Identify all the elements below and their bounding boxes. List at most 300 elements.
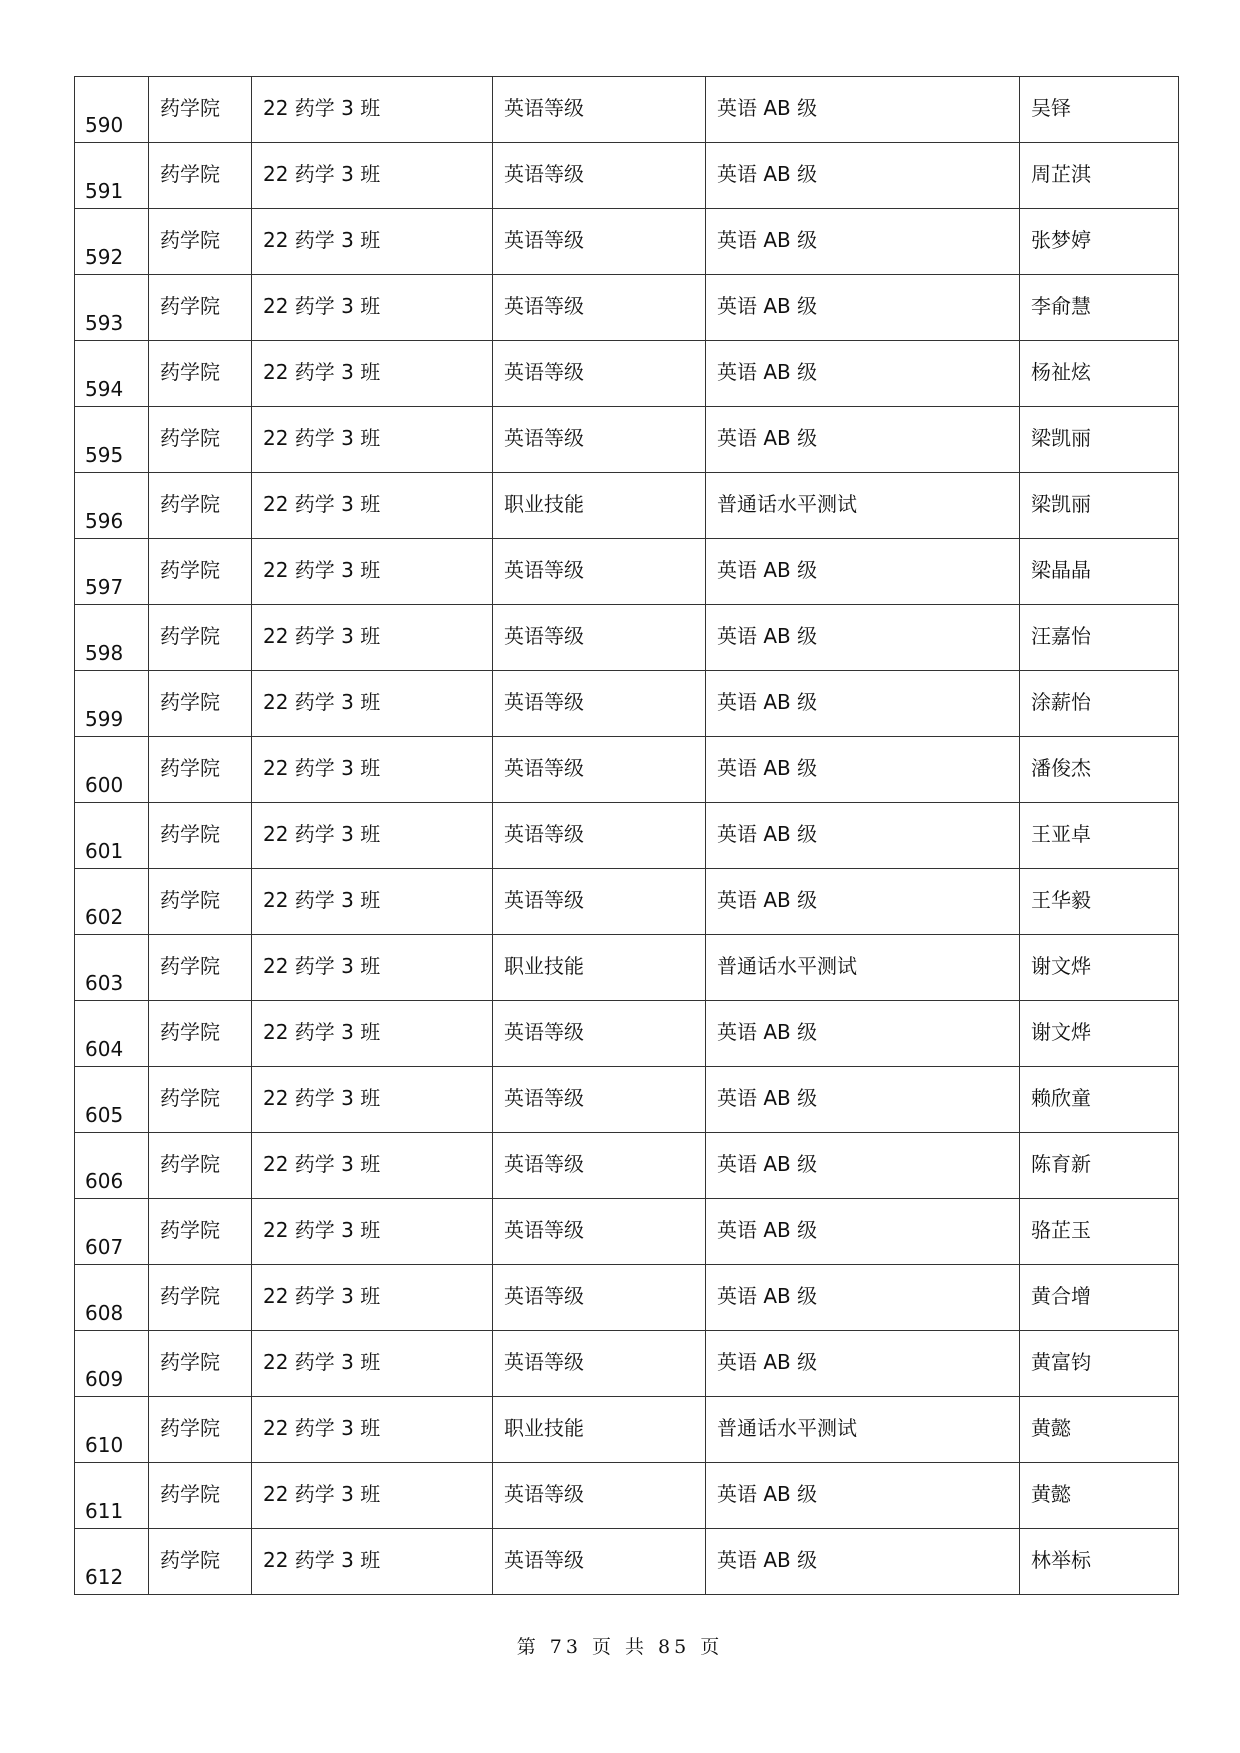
category-cell-text: 英语等级 [504,162,584,186]
row-number [75,1397,149,1463]
item-cell-text: 英语 AB 级 [717,294,818,318]
table-row [75,671,1179,737]
row-number [75,737,149,803]
class-cell [252,1133,493,1199]
college-cell-text: 药学院 [160,690,220,714]
row-number [75,803,149,869]
row-number-text: 597 [85,575,124,599]
category-cell [493,77,706,143]
category-cell [493,671,706,737]
class-cell-text: 22 药学 3 班 [263,888,381,912]
class-cell-text: 22 药学 3 班 [263,426,381,450]
category-cell [493,803,706,869]
row-number-text: 593 [85,311,124,335]
category-cell [493,473,706,539]
college-cell [149,209,252,275]
student-name-cell-text: 梁晶晶 [1031,558,1091,582]
item-cell-text: 英语 AB 级 [717,228,818,252]
college-cell-text: 药学院 [160,888,220,912]
category-cell [493,1463,706,1529]
college-cell-text: 药学院 [160,756,220,780]
college-cell-text: 药学院 [160,1416,220,1440]
student-name-cell-text: 王华毅 [1031,888,1091,912]
class-cell [252,1265,493,1331]
class-cell [252,1397,493,1463]
item-cell [706,1265,1020,1331]
student-name-cell [1020,803,1179,869]
item-cell [706,77,1020,143]
table-row [75,209,1179,275]
row-number [75,869,149,935]
table-row [75,341,1179,407]
college-cell [149,407,252,473]
item-cell-text: 英语 AB 级 [717,558,818,582]
item-cell [706,209,1020,275]
class-cell-text: 22 药学 3 班 [263,228,381,252]
item-cell-text: 普通话水平测试 [717,492,857,516]
row-number-text: 607 [85,1235,124,1259]
item-cell [706,869,1020,935]
class-cell [252,341,493,407]
student-name-cell [1020,1331,1179,1397]
student-name-cell [1020,1397,1179,1463]
roster-table-body [75,77,1179,1595]
category-cell [493,935,706,1001]
student-name-cell [1020,1463,1179,1529]
college-cell-text: 药学院 [160,96,220,120]
item-cell [706,1133,1020,1199]
item-cell-text: 普通话水平测试 [717,954,857,978]
college-cell-text: 药学院 [160,228,220,252]
category-cell [493,539,706,605]
class-cell-text: 22 药学 3 班 [263,756,381,780]
class-cell-text: 22 药学 3 班 [263,1350,381,1374]
item-cell [706,341,1020,407]
class-cell [252,1199,493,1265]
item-cell-text: 英语 AB 级 [717,1218,818,1242]
item-cell-text: 英语 AB 级 [717,888,818,912]
item-cell [706,473,1020,539]
category-cell-text: 英语等级 [504,558,584,582]
student-name-cell-text: 梁凯丽 [1031,426,1091,450]
row-number-text: 598 [85,641,124,665]
class-cell-text: 22 药学 3 班 [263,294,381,318]
student-name-cell [1020,671,1179,737]
college-cell [149,1199,252,1265]
class-cell-text: 22 药学 3 班 [263,1152,381,1176]
row-number-text: 608 [85,1301,124,1325]
student-name-cell [1020,1001,1179,1067]
college-cell [149,1067,252,1133]
table-row [75,1067,1179,1133]
category-cell-text: 英语等级 [504,756,584,780]
student-name-cell [1020,1133,1179,1199]
student-name-cell-text: 周芷淇 [1031,162,1091,186]
row-number [75,1529,149,1595]
class-cell [252,1067,493,1133]
item-cell-text: 英语 AB 级 [717,1350,818,1374]
row-number-text: 602 [85,905,124,929]
row-number [75,143,149,209]
student-name-cell [1020,341,1179,407]
item-cell [706,1067,1020,1133]
item-cell [706,539,1020,605]
table-row [75,473,1179,539]
item-cell [706,737,1020,803]
college-cell [149,1397,252,1463]
item-cell [706,1331,1020,1397]
table-row [75,143,1179,209]
table-row [75,1133,1179,1199]
table-row [75,407,1179,473]
row-number-text: 606 [85,1169,124,1193]
item-cell-text: 英语 AB 级 [717,96,818,120]
class-cell [252,935,493,1001]
class-cell-text: 22 药学 3 班 [263,1548,381,1572]
college-cell [149,671,252,737]
table-row [75,275,1179,341]
class-cell [252,209,493,275]
class-cell-text: 22 药学 3 班 [263,1218,381,1242]
category-cell-text: 职业技能 [504,954,584,978]
row-number-text: 611 [85,1499,124,1523]
row-number-text: 605 [85,1103,124,1127]
student-name-cell-text: 潘俊杰 [1031,756,1091,780]
row-number-text: 601 [85,839,124,863]
college-cell-text: 药学院 [160,1284,220,1308]
class-cell-text: 22 药学 3 班 [263,1284,381,1308]
category-cell-text: 职业技能 [504,1416,584,1440]
class-cell-text: 22 药学 3 班 [263,954,381,978]
class-cell [252,539,493,605]
college-cell-text: 药学院 [160,822,220,846]
student-name-cell-text: 黄合增 [1031,1284,1091,1308]
college-cell-text: 药学院 [160,1086,220,1110]
row-number [75,341,149,407]
college-cell [149,935,252,1001]
class-cell-text: 22 药学 3 班 [263,360,381,384]
college-cell-text: 药学院 [160,426,220,450]
row-number [75,1331,149,1397]
student-name-cell-text: 赖欣童 [1031,1086,1091,1110]
table-row [75,1397,1179,1463]
college-cell [149,341,252,407]
category-cell-text: 英语等级 [504,1086,584,1110]
table-row [75,1001,1179,1067]
row-number [75,671,149,737]
class-cell-text: 22 药学 3 班 [263,624,381,648]
item-cell [706,407,1020,473]
item-cell-text: 英语 AB 级 [717,1020,818,1044]
student-name-cell [1020,209,1179,275]
college-cell [149,77,252,143]
college-cell-text: 药学院 [160,1482,220,1506]
category-cell [493,1067,706,1133]
college-cell [149,1001,252,1067]
college-cell-text: 药学院 [160,558,220,582]
category-cell-text: 英语等级 [504,1152,584,1176]
college-cell-text: 药学院 [160,1020,220,1044]
table-row [75,1331,1179,1397]
college-cell [149,1265,252,1331]
item-cell-text: 英语 AB 级 [717,1482,818,1506]
college-cell-text: 药学院 [160,162,220,186]
row-number [75,1067,149,1133]
table-row [75,1529,1179,1595]
category-cell [493,1529,706,1595]
college-cell-text: 药学院 [160,1152,220,1176]
table-row [75,605,1179,671]
item-cell [706,1529,1020,1595]
student-name-cell-text: 涂薪怡 [1031,690,1091,714]
college-cell [149,1331,252,1397]
row-number [75,275,149,341]
category-cell-text: 职业技能 [504,492,584,516]
class-cell [252,737,493,803]
class-cell [252,77,493,143]
college-cell-text: 药学院 [160,1218,220,1242]
student-name-cell [1020,935,1179,1001]
category-cell [493,143,706,209]
row-number-text: 590 [85,113,124,137]
row-number [75,1265,149,1331]
item-cell [706,803,1020,869]
item-cell-text: 英语 AB 级 [717,756,818,780]
table-row [75,539,1179,605]
category-cell [493,869,706,935]
row-number [75,1133,149,1199]
table-row [75,869,1179,935]
class-cell [252,1529,493,1595]
student-name-cell-text: 骆芷玉 [1031,1218,1091,1242]
student-name-cell [1020,1067,1179,1133]
college-cell [149,473,252,539]
class-cell [252,143,493,209]
category-cell-text: 英语等级 [504,294,584,318]
category-cell-text: 英语等级 [504,360,584,384]
college-cell-text: 药学院 [160,1350,220,1374]
row-number [75,407,149,473]
row-number-text: 599 [85,707,124,731]
row-number [75,77,149,143]
item-cell [706,143,1020,209]
item-cell [706,1463,1020,1529]
row-number-text: 610 [85,1433,124,1457]
row-number-text: 604 [85,1037,124,1061]
student-name-cell [1020,605,1179,671]
category-cell-text: 英语等级 [504,690,584,714]
category-cell-text: 英语等级 [504,888,584,912]
category-cell-text: 英语等级 [504,1548,584,1572]
college-cell [149,143,252,209]
student-name-cell-text: 汪嘉怡 [1031,624,1091,648]
category-cell [493,1199,706,1265]
student-name-cell [1020,869,1179,935]
item-cell-text: 英语 AB 级 [717,1548,818,1572]
class-cell [252,275,493,341]
table-row [75,1199,1179,1265]
class-cell [252,803,493,869]
student-name-cell [1020,1199,1179,1265]
class-cell [252,671,493,737]
item-cell-text: 英语 AB 级 [717,822,818,846]
student-name-cell [1020,1529,1179,1595]
class-cell-text: 22 药学 3 班 [263,1020,381,1044]
college-cell-text: 药学院 [160,624,220,648]
class-cell [252,605,493,671]
item-cell [706,671,1020,737]
item-cell-text: 英语 AB 级 [717,162,818,186]
table-row [75,737,1179,803]
student-name-cell-text: 黄富钧 [1031,1350,1091,1374]
class-cell-text: 22 药学 3 班 [263,690,381,714]
class-cell [252,407,493,473]
category-cell [493,737,706,803]
category-cell-text: 英语等级 [504,1284,584,1308]
category-cell-text: 英语等级 [504,822,584,846]
student-name-cell-text: 王亚卓 [1031,822,1091,846]
item-cell [706,1397,1020,1463]
college-cell [149,869,252,935]
class-cell [252,1331,493,1397]
item-cell-text: 英语 AB 级 [717,426,818,450]
student-name-cell-text: 黄懿 [1031,1416,1071,1440]
row-number [75,605,149,671]
row-number [75,1001,149,1067]
row-number [75,1463,149,1529]
student-name-cell [1020,473,1179,539]
item-cell [706,275,1020,341]
item-cell-text: 英语 AB 级 [717,1152,818,1176]
category-cell-text: 英语等级 [504,1020,584,1044]
college-cell-text: 药学院 [160,1548,220,1572]
item-cell-text: 英语 AB 级 [717,1086,818,1110]
college-cell-text: 药学院 [160,294,220,318]
row-number-text: 591 [85,179,124,203]
student-name-cell [1020,407,1179,473]
table-row [75,1265,1179,1331]
row-number-text: 594 [85,377,124,401]
item-cell-text: 英语 AB 级 [717,1284,818,1308]
row-number [75,539,149,605]
class-cell-text: 22 药学 3 班 [263,1086,381,1110]
class-cell-text: 22 药学 3 班 [263,162,381,186]
category-cell-text: 英语等级 [504,228,584,252]
category-cell [493,1133,706,1199]
class-cell-text: 22 药学 3 班 [263,96,381,120]
row-number-text: 595 [85,443,124,467]
category-cell-text: 英语等级 [504,1482,584,1506]
table-row [75,935,1179,1001]
student-name-cell-text: 吴铎 [1031,96,1071,120]
student-name-cell [1020,77,1179,143]
row-number-text: 612 [85,1565,124,1589]
student-name-cell-text: 黄懿 [1031,1482,1071,1506]
college-cell-text: 药学院 [160,492,220,516]
class-cell-text: 22 药学 3 班 [263,1482,381,1506]
row-number [75,1199,149,1265]
item-cell [706,605,1020,671]
item-cell [706,935,1020,1001]
category-cell [493,341,706,407]
category-cell-text: 英语等级 [504,426,584,450]
class-cell-text: 22 药学 3 班 [263,822,381,846]
class-cell [252,1001,493,1067]
class-cell-text: 22 药学 3 班 [263,1416,381,1440]
student-name-cell [1020,275,1179,341]
college-cell [149,737,252,803]
category-cell-text: 英语等级 [504,1218,584,1242]
category-cell [493,1397,706,1463]
college-cell-text: 药学院 [160,954,220,978]
page-footer: 第 73 页 共 85 页 [516,1636,724,1658]
student-name-cell-text: 李俞慧 [1031,294,1091,318]
row-number [75,473,149,539]
table-row [75,803,1179,869]
student-name-cell-text: 谢文烨 [1031,954,1091,978]
college-cell [149,539,252,605]
college-cell [149,1529,252,1595]
category-cell-text: 英语等级 [504,624,584,648]
student-name-cell-text: 张梦婷 [1031,228,1091,252]
student-name-cell [1020,539,1179,605]
row-number-text: 596 [85,509,124,533]
category-cell [493,1265,706,1331]
table-row [75,1463,1179,1529]
class-cell [252,473,493,539]
row-number-text: 600 [85,773,124,797]
college-cell [149,803,252,869]
student-name-cell [1020,143,1179,209]
student-name-cell-text: 杨祉炫 [1031,360,1091,384]
student-name-cell-text: 林举标 [1031,1548,1091,1572]
row-number [75,935,149,1001]
college-cell [149,1133,252,1199]
item-cell-text: 英语 AB 级 [717,624,818,648]
category-cell [493,1331,706,1397]
class-cell-text: 22 药学 3 班 [263,492,381,516]
student-name-cell [1020,737,1179,803]
roster-table [74,76,1179,1595]
category-cell [493,275,706,341]
item-cell [706,1001,1020,1067]
category-cell-text: 英语等级 [504,96,584,120]
category-cell [493,209,706,275]
college-cell-text: 药学院 [160,360,220,384]
category-cell [493,605,706,671]
college-cell [149,605,252,671]
class-cell [252,869,493,935]
category-cell [493,407,706,473]
college-cell [149,1463,252,1529]
row-number-text: 603 [85,971,124,995]
class-cell-text: 22 药学 3 班 [263,558,381,582]
item-cell-text: 英语 AB 级 [717,360,818,384]
item-cell-text: 普通话水平测试 [717,1416,857,1440]
student-name-cell [1020,1265,1179,1331]
item-cell-text: 英语 AB 级 [717,690,818,714]
student-name-cell-text: 陈育新 [1031,1152,1091,1176]
row-number-text: 609 [85,1367,124,1391]
student-name-cell-text: 谢文烨 [1031,1020,1091,1044]
student-name-cell-text: 梁凯丽 [1031,492,1091,516]
class-cell [252,1463,493,1529]
table-row [75,77,1179,143]
college-cell [149,275,252,341]
row-number [75,209,149,275]
category-cell [493,1001,706,1067]
category-cell-text: 英语等级 [504,1350,584,1374]
